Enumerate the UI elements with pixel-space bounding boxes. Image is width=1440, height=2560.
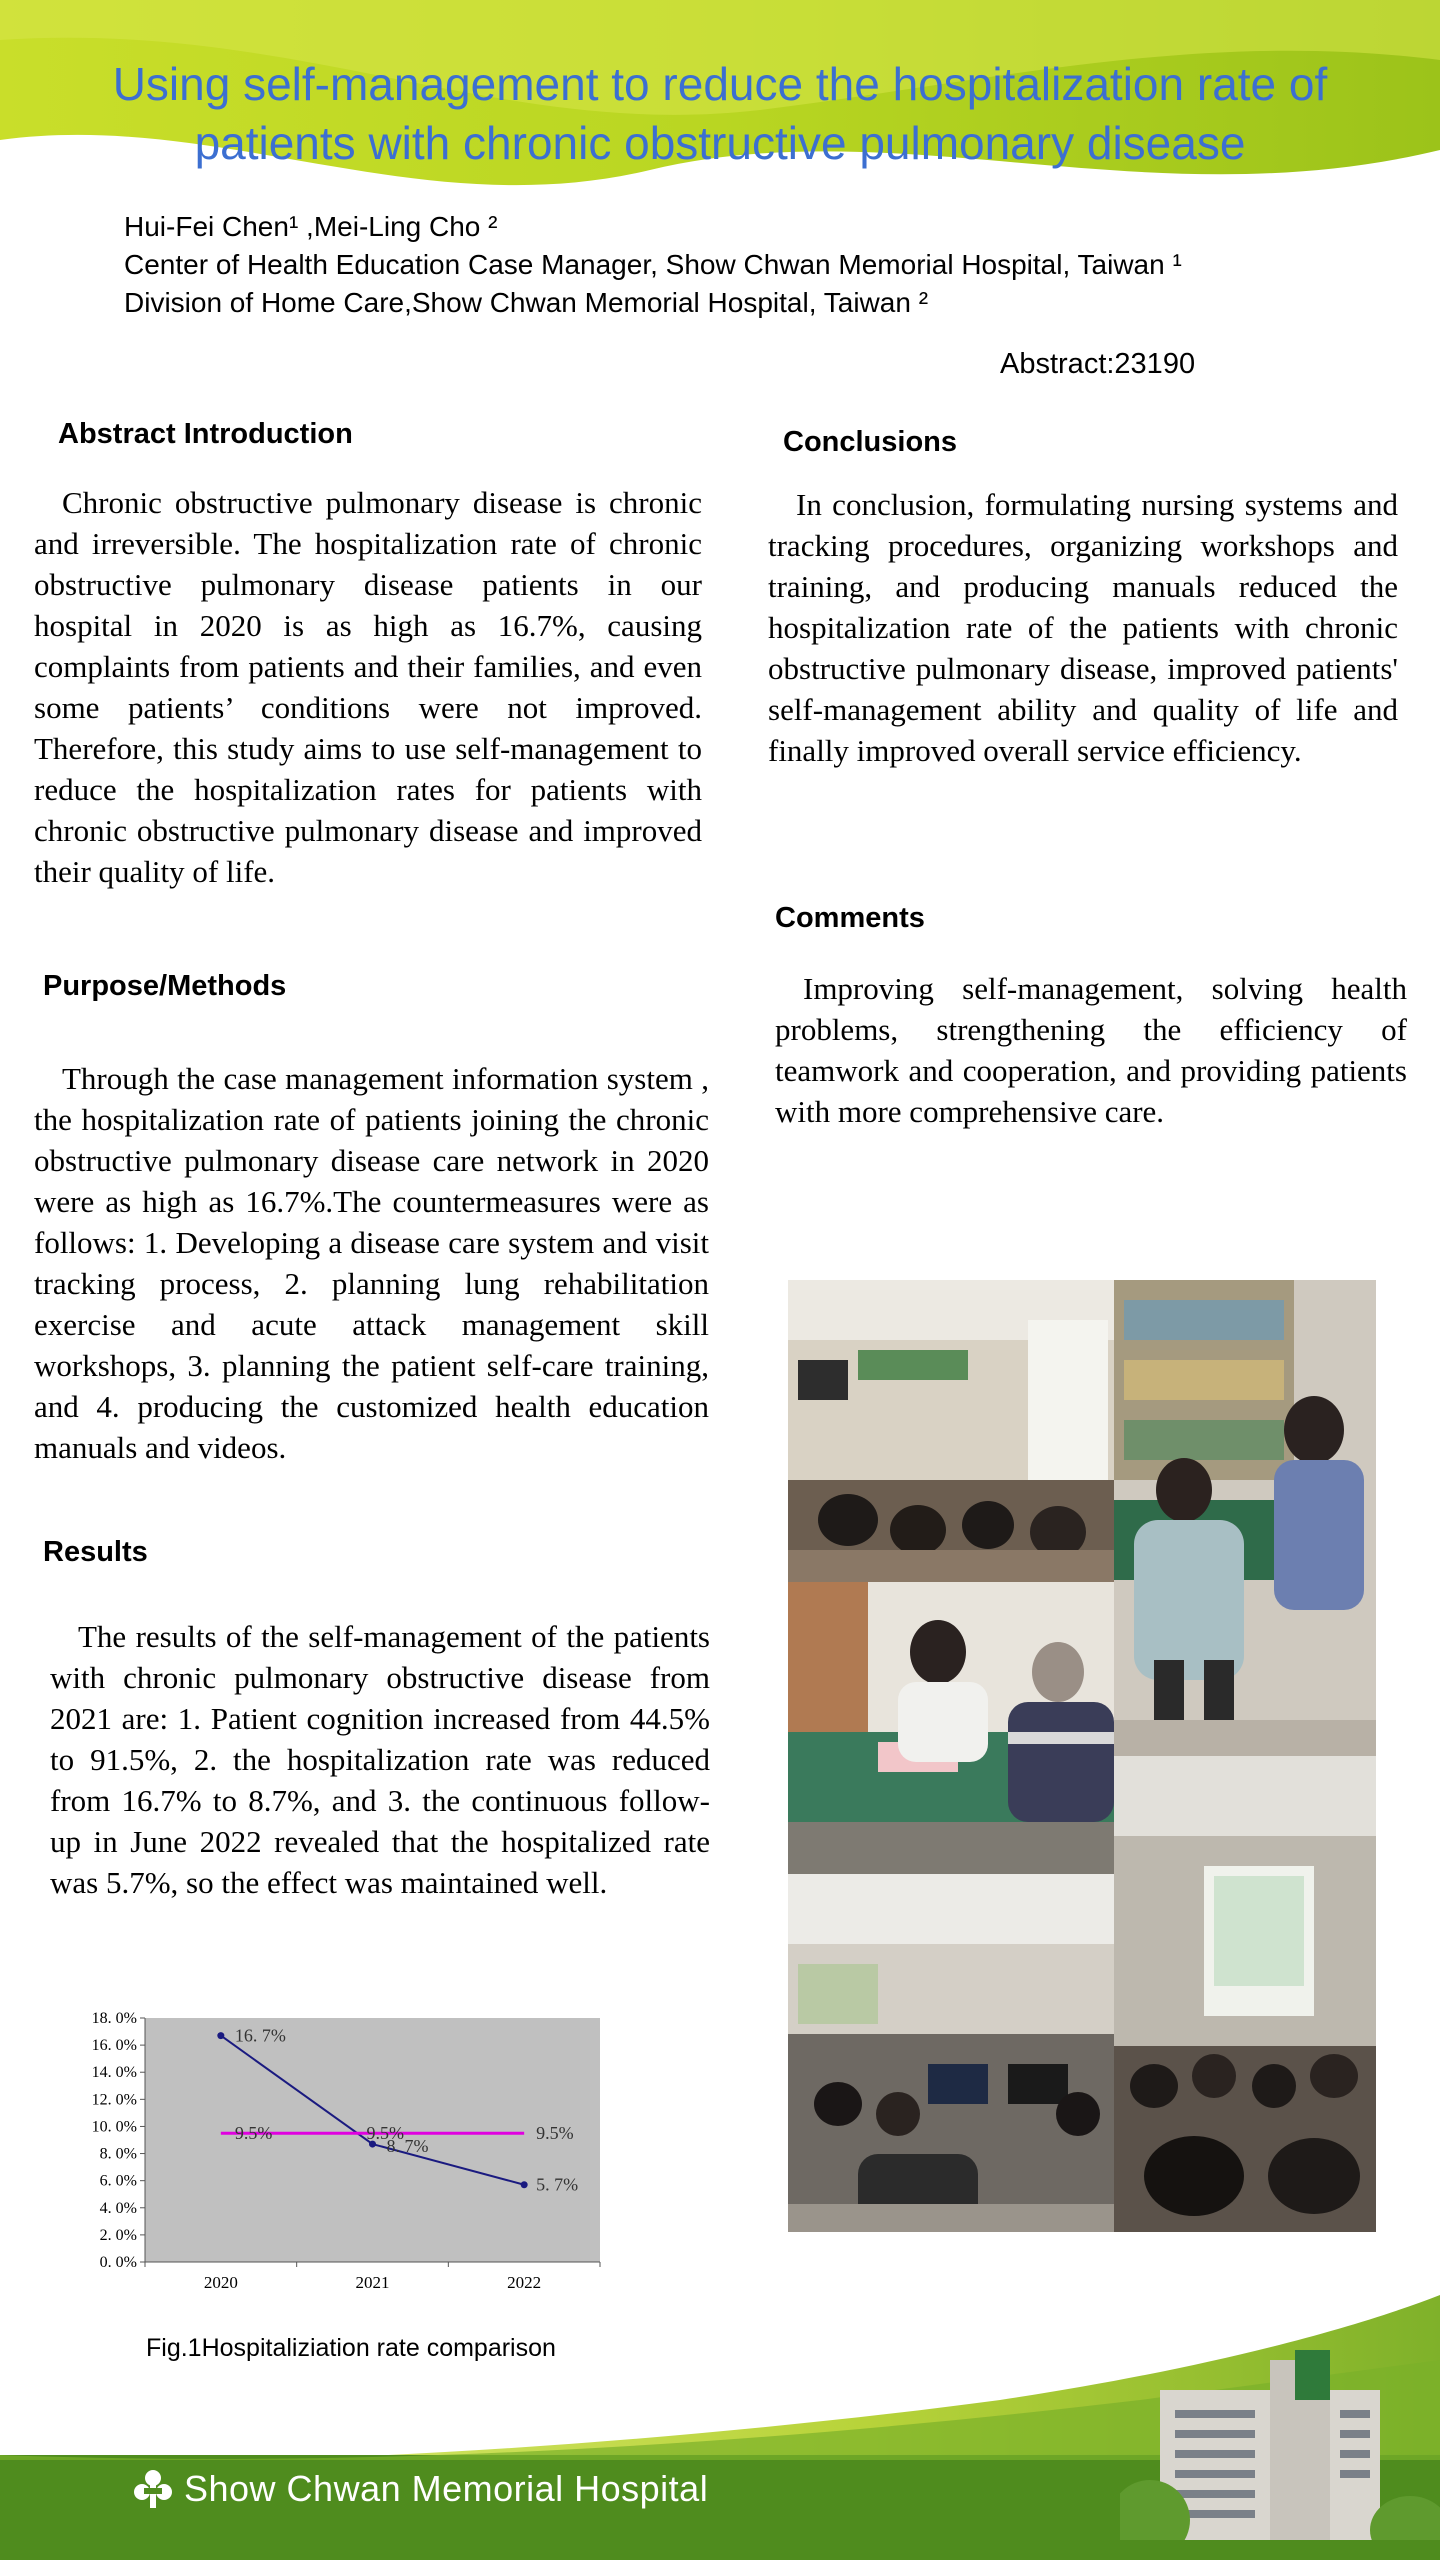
comments-text: Improving self-management, solving health problems, strengthening the efficiency of teamwork and cooperation, and providing patients with more comprehensive care.	[775, 971, 1407, 1129]
footer-brand	[132, 2468, 708, 2510]
results-text: The results of the self-management of the patients with chronic pulmonary obstructive disease from 2021 are: 1. Patient cognition increased from 44.5% to 91.5%, 2. the hospitalization rate was reduced from 16.7% to 8.7%, and 3. the continuous follow-up in June 2022 revealed that the hospitalized rate was 5.7%, so the effect was maintained well.	[50, 1619, 710, 1900]
purpose-heading: Purpose/Methods	[43, 970, 287, 1002]
introduction-text: Chronic obstructive pulmonary disease is chronic and irreversible. The hospitalization rate of chronic obstructive pulmonary disease patients in our hospital in 2020 is as high as 16.7%, causing complaints from patients and their families, and even some patients’ conditions were not improved. Therefore, this study aims to use self-management to reduce the hospitalization rates for patients with chronic obstructive pulmonary disease and improved their quality of life.	[34, 485, 702, 889]
poster-title: Using self-management to reduce the hospitalization rate of patients with chronic obstructive pulmonary disease	[112, 58, 1328, 169]
y-tick-label: 2. 0%	[99, 2226, 137, 2244]
data-label: 8. 7%	[386, 2136, 429, 2157]
conclusions-text: In conclusion, formulating nursing systems and tracking procedures, organizing workshops and training, and producing manuals reduced the hospitalization rate of the patients with chronic obstructive pulmonary disease, improved patients' self-management ability and quality of life and finally improved overall service efficiency.	[768, 487, 1398, 768]
affiliation-1: Center of Health Education Case Manager, Show Chwan Memorial Hospital, Taiwan ¹	[124, 249, 1182, 280]
data-point	[521, 2181, 528, 2188]
photo-collage	[788, 1280, 1376, 2232]
data-label: 9.5%	[366, 2123, 404, 2144]
author-names: Hui-Fei Chen¹ ,Mei-Ling Cho ²	[124, 211, 498, 242]
x-tick-label: 2022	[507, 2273, 542, 2290]
figure-caption: Fig.1Hospitaliziation rate comparison	[146, 2334, 556, 2362]
y-tick-label: 18. 0%	[91, 2010, 137, 2027]
y-tick-label: 10. 0%	[91, 2118, 137, 2136]
y-tick-label: 8. 0%	[99, 2145, 137, 2163]
data-label: 9.5%	[234, 2123, 273, 2144]
photo-desk-consultation	[788, 1582, 1114, 1874]
introduction-heading: Abstract Introduction	[58, 418, 353, 450]
photo-computer-classroom	[788, 1874, 1114, 2232]
author-block	[124, 208, 1182, 322]
data-point	[217, 2032, 224, 2039]
y-tick-label: 0. 0%	[99, 2254, 137, 2271]
y-tick-label: 12. 0%	[91, 2091, 137, 2109]
photo-lecture-projector	[1114, 1756, 1376, 2232]
conclusions-heading: Conclusions	[783, 426, 958, 458]
y-tick-label: 6. 0%	[99, 2172, 137, 2190]
y-tick-label: 4. 0%	[99, 2199, 137, 2217]
hospital-building-illustration	[1120, 2320, 1440, 2560]
data-label: 16. 7%	[234, 2025, 286, 2046]
photo-consultation-blue-coat	[1114, 1280, 1376, 1756]
y-tick-label: 16. 0%	[91, 2037, 137, 2055]
affiliation-2: Division of Home Care,Show Chwan Memorial Hospital, Taiwan ²	[124, 287, 929, 318]
abstract-id: Abstract:23190	[1000, 348, 1196, 380]
purpose-text: Through the case management information system , the hospitalization rate of patients joining the chronic obstructive pulmonary disease care network in 2020 were as high as 16.7%.The countermeasures were as follows: 1. Developing a disease care system and visit tracking process, 2. planning lung rehabilitation exercise and acute attack management skill workshops, 3. planning the patient self-care training, and 4. producing the customized health education manuals and videos.	[34, 1061, 709, 1465]
x-tick-label: 2021	[355, 2273, 390, 2290]
data-label: 5. 7%	[536, 2174, 579, 2195]
x-tick-label: 2020	[203, 2273, 238, 2290]
y-tick-label: 14. 0%	[91, 2064, 137, 2082]
hospitalization-rate-chart	[60, 1990, 620, 2290]
comments-heading: Comments	[775, 902, 925, 934]
photo-workshop-classroom	[788, 1280, 1114, 1582]
results-heading: Results	[43, 1536, 148, 1568]
hospital-logo-icon	[132, 2468, 174, 2510]
data-label: 9.5%	[536, 2123, 574, 2144]
hospital-name: Show Chwan Memorial Hospital	[184, 2468, 709, 2509]
